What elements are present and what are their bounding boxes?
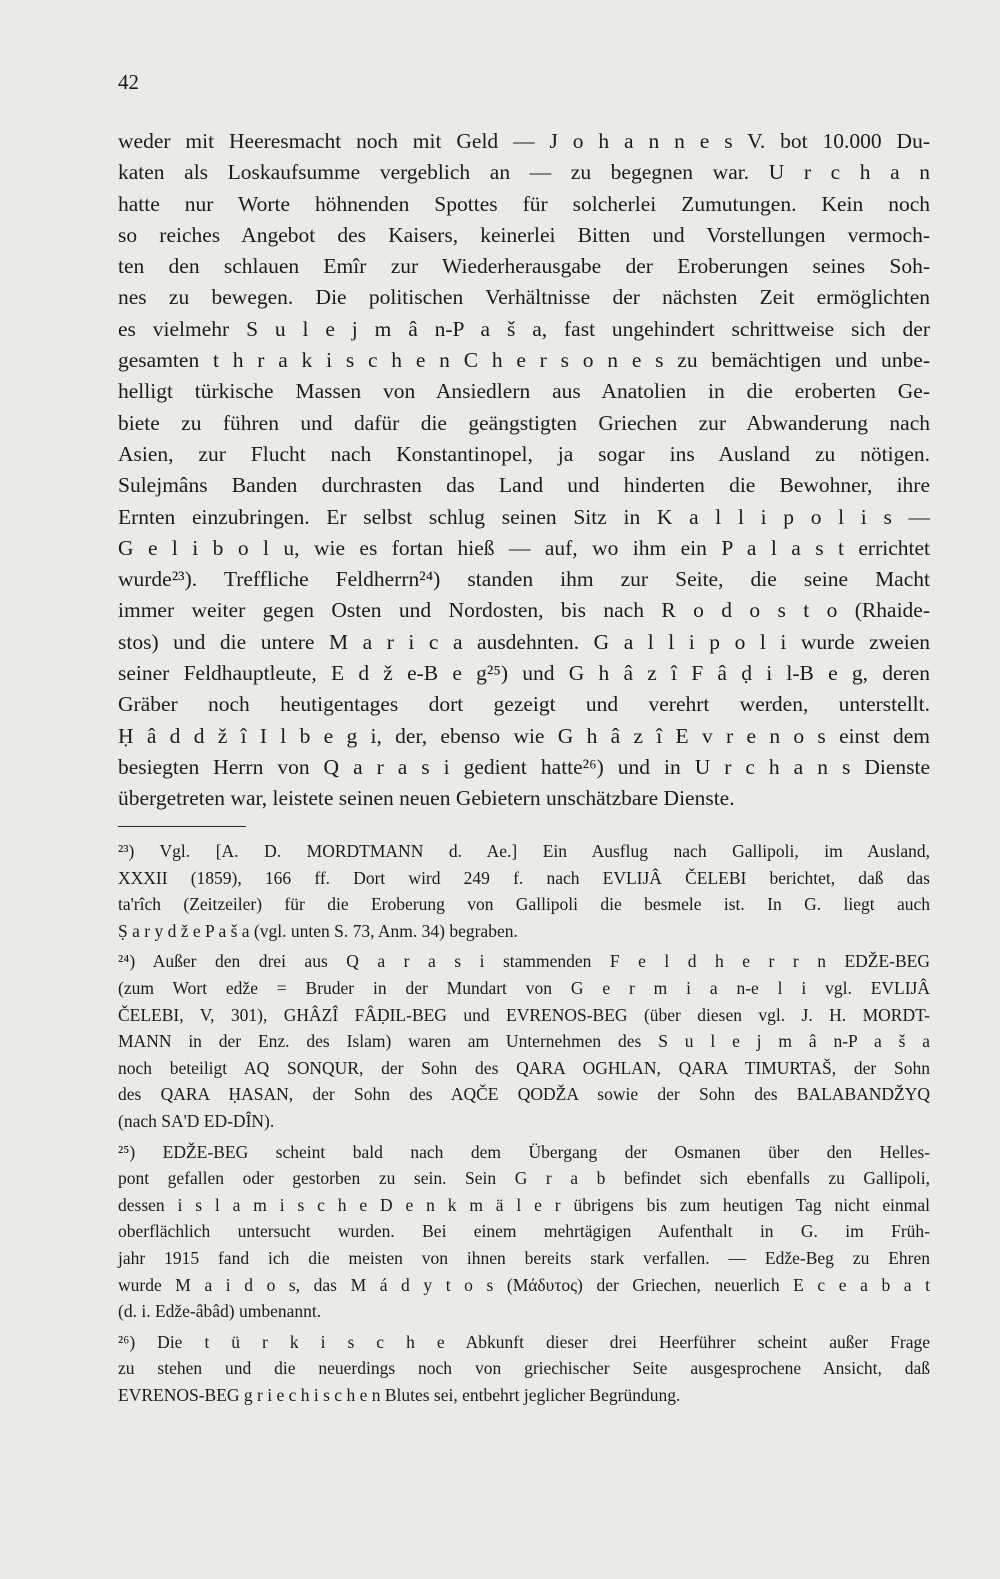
page-number: 42 — [118, 70, 139, 94]
footnote-line: EVRENOS-BEG g r i e c h i s c h e n Blutes sei, entbehrt jeglicher Begründung. — [118, 1384, 681, 1405]
body-line: immer weiter gegen Osten und Nordosten, bis nach R o d o s t o (Rhaide- — [118, 598, 930, 623]
footnote-line: ²³) Vgl. [A. D. MORDTMANN d. Ae.] Ein Ausflug nach Gallipoli, im Ausland, — [118, 841, 930, 861]
footnote-line: ta'rîch (Zeitzeiler) für die Eroberung von Gallipoli die besmele ist. In G. liegt auch — [118, 894, 930, 915]
footnote-line: wurde M a i d o s, das M á d y t o s (Μάδυτος) der Griechen, neuerlich E c e a b a t — [118, 1274, 930, 1295]
main-text-block — [118, 126, 930, 815]
body-line: es vielmehr S u l e j m â n-P a š a, fast ungehindert schrittweise sich der — [118, 316, 930, 341]
footnote-line: Ṣ a r y d ž e P a š a (vgl. unten S. 73, Anm. 34) begraben. — [118, 920, 518, 941]
body-line: Sulejmâns Banden durchrasten das Land und hinderten die Bewohner, ihre — [118, 473, 930, 498]
footnote-line: (d. i. Edže-âbâd) umbenannt. — [118, 1301, 322, 1322]
body-line: katen als Loskaufsumme vergeblich an — zu begegnen war. U r c h a n — [118, 160, 930, 185]
footnote-25 — [118, 1139, 930, 1325]
footnote-line: XXXII (1859), 166 ff. Dort wird 249 f. nach EVLIJÂ ČELEBI berichtet, daß das — [118, 867, 930, 888]
footnote-line: jahr 1915 fand ich die meisten von ihnen bereits stark verfallen. — Edže-Beg zu Ehren — [118, 1247, 930, 1268]
footnote-line: noch beteiligt AQ SONQUR, der Sohn des QARA OGHLAN, QARA TIMURTAŠ, der Sohn — [118, 1057, 930, 1078]
footnote-line: (nach SA'D ED-DÎN). — [118, 1110, 275, 1131]
footnote-line: dessen i s l a m i s c h e D e n k m ä l e r übrigens bis zum heutigen Tag nicht einmal — [118, 1194, 930, 1215]
footnote-line: des QARA ḤASAN, der Sohn des AQČE QODŽA sowie der Sohn des BALABANDŽYQ — [118, 1084, 930, 1105]
footnote-24 — [118, 948, 930, 1134]
footnote-line: oberflächlich untersucht wurden. Bei einem mehrtägigen Aufenthalt in G. im Früh- — [118, 1221, 930, 1242]
body-line: Asien, zur Flucht nach Konstantinopel, ja sogar ins Ausland zu nötigen. — [118, 441, 930, 466]
footnote-line: ²⁶) Die t ü r k i s c h e Abkunft dieser drei Heerführer scheint außer Frage — [118, 1331, 930, 1352]
body-line: Gräber noch heutigentages dort gezeigt und verehrt werden, unterstellt. — [118, 692, 930, 717]
body-line: so reiches Angebot des Kaisers, keinerlei Bitten und Vorstellungen vermoch- — [118, 222, 930, 247]
body-line: übergetreten war, leistete seinen neuen Gebietern unschätzbare Dienste. — [118, 786, 735, 811]
footnote-line: pont gefallen oder gestorben zu sein. Sein G r a b befindet sich ebenfalls zu Gallipoli, — [118, 1168, 930, 1189]
body-line: biete zu führen und dafür die geängstigten Griechen zur Abwanderung nach — [118, 410, 930, 435]
footnote-separator — [118, 826, 246, 827]
footnote-23 — [118, 838, 930, 944]
footnote-line: (zum Wort edže = Bruder in der Mundart von G e r m i a n-e l i vgl. EVLIJÂ — [118, 977, 930, 998]
body-line: gesamten t h r a k i s c h e n C h e r s o n e s zu bemächtigen und unbe- — [118, 348, 930, 373]
body-line: nes zu bewegen. Die politischen Verhältnisse der nächsten Zeit ermöglichten — [118, 285, 930, 310]
body-line: wurde²³). Treffliche Feldherrn²⁴) standen ihm zur Seite, die seine Macht — [118, 567, 930, 592]
footnote-line: ČELEBI, V, 301), GHÂZÎ FÂḌIL-BEG und EVRENOS-BEG (über diesen vgl. J. H. MORDT- — [118, 1004, 930, 1025]
body-line: hatte nur Worte höhnenden Spottes für solcherlei Zumutungen. Kein noch — [118, 191, 930, 216]
body-line: G e l i b o l u, wie es fortan hieß — auf, wo ihm ein P a l a s t errichtet — [118, 535, 930, 560]
body-line: weder mit Heeresmacht noch mit Geld — J o h a n n e s V. bot 10.000 Du- — [118, 129, 930, 153]
footnote-line: ²⁵) EDŽE-BEG scheint bald nach dem Übergang der Osmanen über den Helles- — [118, 1141, 930, 1162]
body-line: Ḥ â d d ž î I l b e g i, der, ebenso wie G h â z î E v r e n o s einst dem — [118, 723, 930, 748]
footnote-line: MANN in der Enz. des Islam) waren am Unternehmen des S u l e j m â n-P a š a — [118, 1031, 930, 1052]
body-line: besiegten Herrn von Q a r a s i gedient hatte²⁶) und in U r c h a n s Dienste — [118, 754, 930, 779]
footnotes-block — [118, 838, 930, 1408]
body-line: stos) und die untere M a r i c a ausdehnten. G a l l i p o l i wurde zweien — [118, 629, 930, 654]
footnote-line: zu stehen und die neuerdings noch von griechischer Seite ausgesprochene Ansicht, daß — [118, 1358, 930, 1379]
footnote-line: ²⁴) Außer den drei aus Q a r a s i stammenden F e l d h e r r n EDŽE-BEG — [118, 951, 930, 972]
body-line: helligt türkische Massen von Ansiedlern aus Anatolien in die eroberten Ge- — [118, 379, 930, 404]
footnote-26 — [118, 1329, 930, 1409]
body-line: ten den schlauen Emîr zur Wiederherausgabe der Eroberungen seines Soh- — [118, 254, 930, 279]
body-line: seiner Feldhauptleute, E d ž e-B e g²⁵) und G h â z î F â ḍ i l-B e g, deren — [118, 661, 930, 686]
body-line: Ernten einzubringen. Er selbst schlug seinen Sitz in K a l l i p o l i s — — [118, 504, 930, 529]
